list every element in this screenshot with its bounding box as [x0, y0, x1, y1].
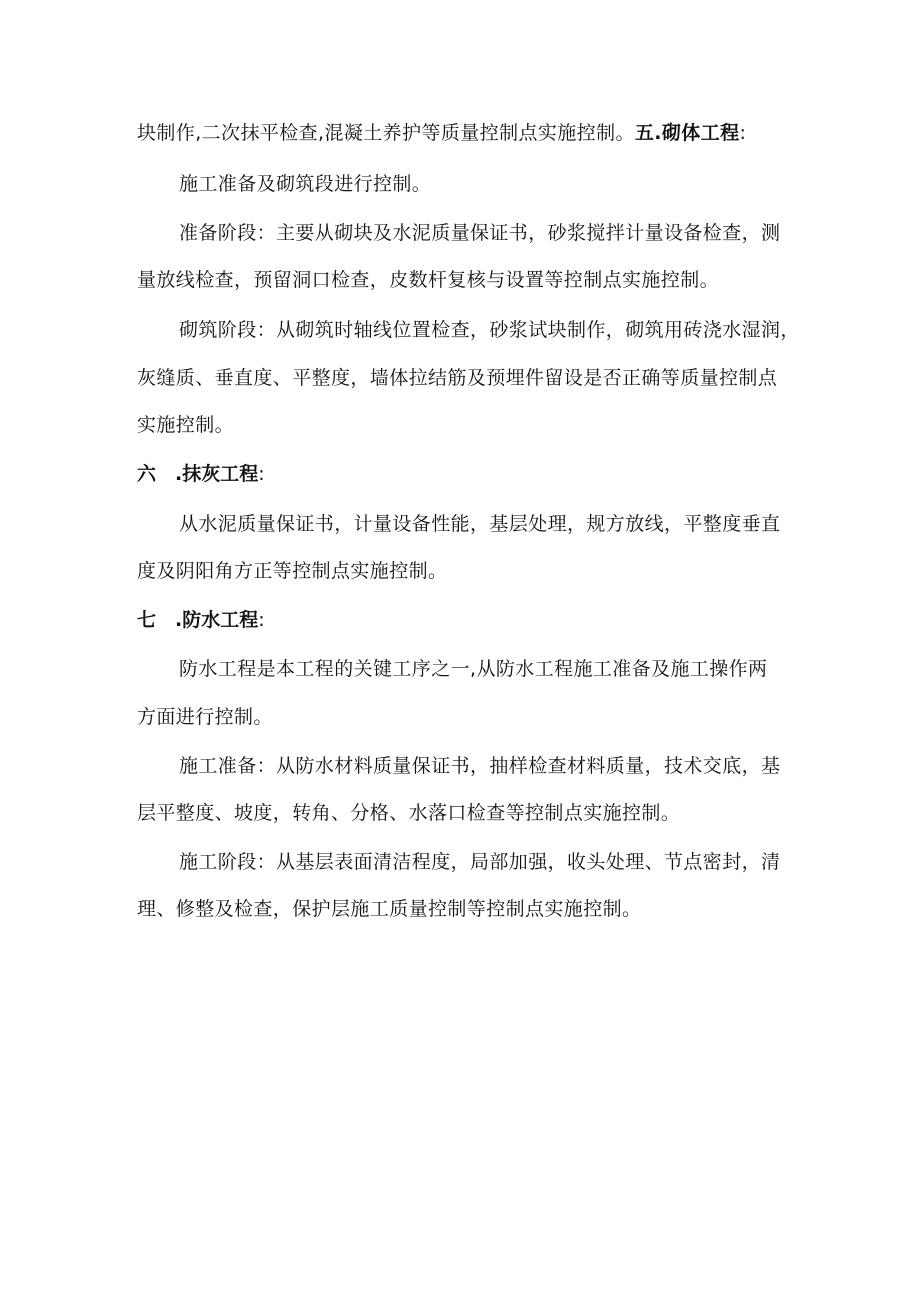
- text-line: 砌筑阶段：从砌筑时轴线位置检查，砂浆试块制作，砌筑用砖浇水湿润，: [179, 319, 800, 341]
- text-line: 施工准备：从防水材料质量保证书，抽样检查材料质量，技术交底，基: [179, 755, 781, 777]
- text-line: 层平整度、坡度，转角、分格、水落口检查等控制点实施控制。: [137, 802, 681, 824]
- section-heading-seven: [137, 608, 265, 632]
- text-line: 施工阶段：从基层表面清洁程度，局部加强，收头处理、节点密封，清: [179, 851, 781, 873]
- text-line: [137, 121, 746, 145]
- text-line: 方面进行控制。: [137, 706, 273, 728]
- heading-title: .防水工程: [175, 609, 259, 631]
- text-line: 灰缝质、垂直度、平整度，墙体拉结筋及预埋件留设是否正确等质量控制点: [137, 367, 778, 389]
- text-line: 从水泥质量保证书，计量设备性能，基层处理，规方放线，平整度垂直: [179, 513, 781, 535]
- heading-colon: :: [739, 122, 747, 144]
- heading-colon: :: [258, 609, 265, 631]
- heading-number: 六: [137, 463, 157, 485]
- heading-colon: :: [258, 463, 265, 485]
- text-line: 度及阴阳角方正等控制点实施控制。: [137, 560, 448, 582]
- section-heading-five: 五.砌体工程: [634, 122, 740, 144]
- text-line: 量放线检查，预留洞口检查，皮数杆复核与设置等控制点实施控制。: [137, 269, 720, 291]
- text-line: 施工准备及砌筑段进行控制。: [179, 173, 432, 195]
- text-line: 防水工程是本工程的关键工序之一,从防水工程施工准备及施工操作两: [179, 658, 768, 680]
- text-line: 实施控制。: [137, 414, 235, 436]
- text-line-content: 块制作,二次抹平检查,混凝土养护等质量控制点实施控制。: [137, 122, 635, 144]
- heading-title: .抹灰工程: [175, 463, 259, 485]
- text-line: 理、修整及检查，保护层施工质量控制等控制点实施控制。: [137, 898, 642, 920]
- heading-number: 七: [137, 609, 157, 631]
- text-line: 准备阶段：主要从砌块及水泥质量保证书，砂浆搅拌计量设备检查，测: [179, 222, 781, 244]
- section-heading-six: [137, 462, 265, 486]
